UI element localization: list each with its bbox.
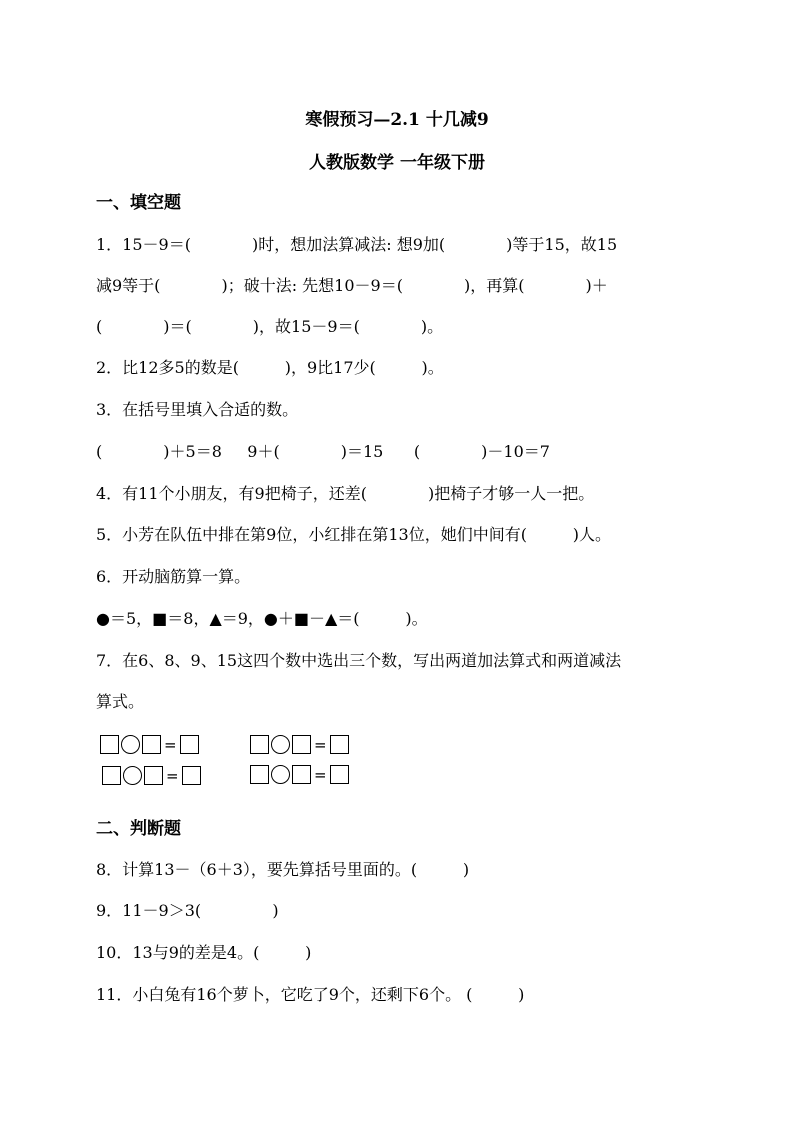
- question-3-blanks: ( )＋5＝8 9＋( )＝15 ( )－10＝7: [96, 442, 550, 461]
- blank-square[interactable]: [102, 766, 121, 785]
- question-7-line-2: 算式。: [96, 692, 145, 711]
- operator-circle[interactable]: [121, 735, 140, 754]
- question-5: 5．小芳在队伍中排在第9位，小红排在第13位，她们中间有( )人。: [96, 525, 611, 544]
- blank-square[interactable]: [142, 735, 161, 754]
- equation-template: [102, 766, 203, 785]
- blank-square[interactable]: [292, 765, 311, 784]
- section-heading-fill-blank: 一、填空题: [96, 193, 181, 213]
- equals-sign: =: [166, 766, 179, 785]
- question-9: 9．11－9＞3( ): [96, 901, 279, 920]
- section-heading-true-false: 二、判断题: [96, 819, 181, 839]
- question-8: 8．计算13－（6＋3），要先算括号里面的。( ): [96, 860, 470, 879]
- blank-square[interactable]: [144, 766, 163, 785]
- worksheet-title: 寒假预习—2.1 十几减9: [305, 110, 489, 130]
- question-1-line-2: 减9等于( )；破十法: 先想10－9＝( )，再算( )＋: [96, 276, 608, 295]
- equals-sign: =: [164, 735, 177, 754]
- equation-template: [100, 735, 201, 754]
- equals-sign: =: [314, 735, 327, 754]
- worksheet-subtitle: 人教版数学 一年级下册: [309, 153, 485, 173]
- blank-square[interactable]: [180, 735, 199, 754]
- blank-square[interactable]: [182, 766, 201, 785]
- equation-template: [250, 765, 351, 784]
- question-2: 2．比12多5的数是( )，9比17少( )。: [96, 358, 444, 377]
- operator-circle[interactable]: [123, 766, 142, 785]
- equation-template: [250, 735, 351, 754]
- question-1-line-3: ( )＝( )，故15－9＝( )。: [96, 317, 444, 336]
- question-1-line-1: 1．15－9＝( )时，想加法算减法: 想9加( )等于15，故15: [96, 235, 618, 254]
- question-4: 4．有11个小朋友，有9把椅子，还差( )把椅子才够一人一把。: [96, 484, 595, 503]
- blank-square[interactable]: [330, 735, 349, 754]
- blank-square[interactable]: [292, 735, 311, 754]
- equals-sign: =: [314, 765, 327, 784]
- question-6: 6．开动脑筋算一算。: [96, 567, 251, 586]
- blank-square[interactable]: [250, 735, 269, 754]
- question-3: 3．在括号里填入合适的数。: [96, 400, 299, 419]
- blank-square[interactable]: [100, 735, 119, 754]
- question-11: 11．小白兔有16个萝卜，它吃了9个，还剩下6个。 ( ): [96, 985, 525, 1004]
- blank-square[interactable]: [330, 765, 349, 784]
- question-7-line-1: 7．在6、8、9、15这四个数中选出三个数，写出两道加法算式和两道减法: [96, 651, 622, 670]
- blank-square[interactable]: [250, 765, 269, 784]
- operator-circle[interactable]: [271, 735, 290, 754]
- operator-circle[interactable]: [271, 765, 290, 784]
- question-6-expression: ●＝5，■＝8，▲＝9，●＋■－▲＝( )。: [96, 609, 428, 628]
- question-10: 10．13与9的差是4。( ): [96, 943, 312, 962]
